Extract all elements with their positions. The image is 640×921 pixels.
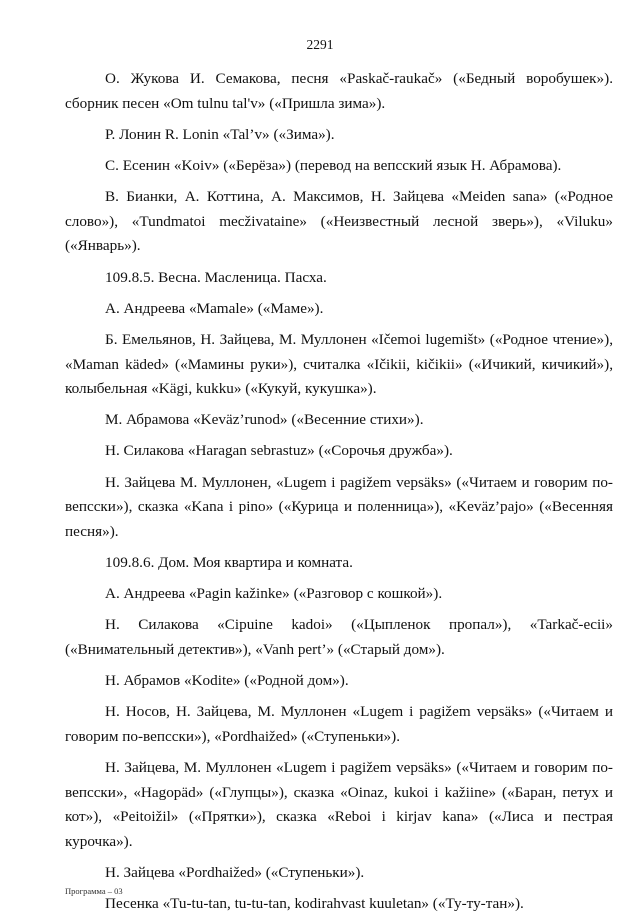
paragraph: Н. Абрамов «Kodite» («Родной дом»).	[105, 672, 349, 690]
page-number: 2291	[306, 37, 334, 52]
section-heading: 109.8.6. Дом. Моя квартира и комната.	[105, 554, 353, 572]
paragraph: Н. Зайцева, М. Муллонен «Lugem i pagižem vepsäks» («Читаем и говорим по-вепсски», «Hagopäd» («Глупцы»), сказка «Oinaz, kukoi i kažiine» («Баран, петух и кот»), «Peitoižil» («Прятки»), сказка «Reboi i kirjav kana» («Лиса и пестрая курочка»).	[65, 759, 613, 850]
paragraph: Н. Зайцева М. Муллонен, «Lugem i pagižem vepsäks» («Читаем и говорим по-вепсски»), сказка «Kana i pino» («Курица и поленница»), «Keväz’pajo» («Весенняя песня»).	[65, 473, 613, 540]
paragraph: Р. Лонин R. Lonin «Tal’v» («Зима»).	[105, 125, 335, 143]
section-heading: 109.8.5. Весна. Масленица. Пасха.	[105, 268, 327, 286]
paragraph: О. Жукова И. Семакова, песня «Paskač-raukač» («Бедный воробушек»). сборник песен «Om tulnu tal'v» («Пришла зима»).	[65, 70, 613, 112]
paragraph: Песенка «Tu-tu-tan, tu-tu-tan, kodirahvast kuuletan» («Ту-ту-тан»).	[105, 895, 524, 913]
paragraph: В. Бианки, А. Коттина, А. Максимов, Н. Зайцева «Meiden sana» («Родное слово»), «Tundmatoi mecživataine» («Неизвестный лесной зверь»), «Viluku» («Январь»).	[65, 188, 613, 255]
paragraph: М. Абрамова «Keväz’runod» («Весенние стихи»).	[105, 411, 424, 429]
paragraph: А. Андреева «Pagin kažinke» («Разговор с кошкой»).	[105, 585, 443, 603]
paragraph: А. Андреева «Mamale» («Маме»).	[105, 299, 324, 317]
paragraph: С. Есенин «Koiv» («Берёза») (перевод на вепсский язык Н. Абрамова).	[105, 156, 562, 174]
paragraph: Н. Зайцева «Pordhaižed» («Ступеньки»).	[105, 864, 365, 882]
body-text	[65, 67, 613, 917]
paragraph: Н. Силакова «Haragan sebrastuz» («Сорочья дружба»).	[105, 442, 453, 460]
paragraph: Н. Силакова «Cipuine kadoi» («Цыпленок пропал»), «Tarkač-ecii» («Внимательный детектив»), «Vanh pert’» («Старый дом»).	[65, 616, 613, 658]
paragraph: Н. Носов, Н. Зайцева, М. Муллонен «Lugem i pagižem vepsäks» («Читаем и говорим по-вепсски»), «Pordhaižed» («Ступеньки»).	[65, 703, 613, 745]
footer-label: Программа – 03	[65, 886, 123, 896]
paragraph: Б. Емельянов, Н. Зайцева, М. Муллонен «Ičemoi lugemišt» («Родное чтение»), «Maman käded» («Мамины руки»), считалка «Ičikii, kičikii» («Ичикий, кичикий»), колыбельная «Kägi, kukku» («Кукуй, кукушка»).	[65, 330, 613, 398]
